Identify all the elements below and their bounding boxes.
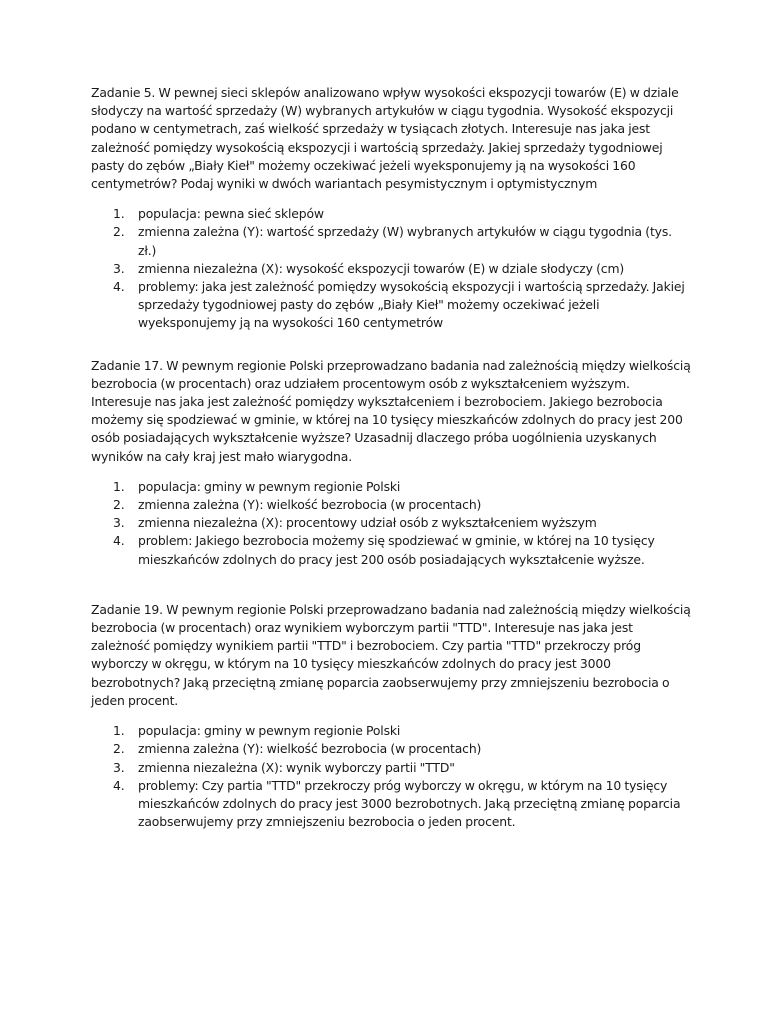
list-text: populacja: pewna sieć sklepów [138, 206, 324, 222]
list-text: problemy: Czy partia "TTD" przekroczy próg wyborczy w okręgu, w którym na 10 tysięcy mieszkańców zdolnych do pracy jest 3000 bezrobotnych. Jaką przeciętną zmianę poparcia zaobserwujemy przy zmniejszeniu bezrobocia o jeden procent. [138, 777, 681, 830]
list-number: 1. [113, 478, 125, 494]
list-text: problem: Jakiego bezrobocia możemy się spodziewać w gminie, w której na 10 tysięcy mieszkańców zdolnych do pracy jest 200 osób posiadających wykształcenie wyższe. [138, 533, 655, 567]
list-item [91, 532, 691, 568]
list-item [91, 278, 691, 333]
list-number: 4. [113, 279, 125, 295]
list-number: 4. [113, 777, 125, 793]
list-number: 2. [113, 741, 125, 757]
list-number: 3. [113, 260, 125, 276]
list-item [91, 205, 691, 223]
list-item [91, 496, 691, 514]
list-number: 1. [113, 206, 125, 222]
list-item [91, 223, 691, 259]
task-answer-list [91, 722, 691, 831]
list-text: zmienna zależna (Y): wielkość bezrobocia (w procentach) [138, 497, 482, 513]
list-item [91, 722, 691, 740]
list-number: 2. [113, 497, 125, 513]
list-item [91, 740, 691, 758]
task-5 [91, 84, 691, 333]
list-item [91, 514, 691, 532]
task-intro: Zadanie 19. W pewnym regionie Polski przeprowadzano badania nad zależnością między wielkością bezrobocia (w procentach) oraz wynikiem wyborczym partii "TTD". Interesuje nas jaka jest zależność pomiędzy wynikiem partii "TTD" i bezrobociem. Czy partia "TTD" przekroczy próg wyborczy w okręgu, w którym na 10 tysięcy mieszkańców zdolnych do pracy jest 3000 bezrobotnych? Jaką przeciętną zmianę poparcia zaobserwujemy przy zmniejszeniu bezrobocia o jeden procent. [91, 601, 691, 708]
list-text: populacja: gminy w pewnym regionie Polski [138, 478, 401, 494]
task-17 [91, 357, 691, 569]
task-answer-list [91, 478, 691, 569]
list-number: 1. [113, 723, 125, 739]
list-item [91, 759, 691, 777]
list-text: zmienna zależna (Y): wartość sprzedaży (W) wybranych artykułów w ciągu tygodnia (tys. zł.) [138, 224, 672, 258]
task-19 [91, 601, 691, 831]
list-number: 4. [113, 533, 125, 549]
list-text: zmienna niezależna (X): wysokość ekspozycji towarów (E) w dziale słodyczy (cm) [138, 260, 625, 276]
task-intro: Zadanie 5. W pewnej sieci sklepów analizowano wpływ wysokości ekspozycji towarów (E) w dziale słodyczy na wartość sprzedaży (W) wybranych artykułów w ciągu tygodnia. Wysokość ekspozycji podano w centymetrach, zaś wielkość sprzedaży w tysiącach złotych. Interesuje nas jaka jest zależność pomiędzy wysokością ekspozycji i wartością sprzedaży. Jakiej sprzedaży tygodniowej pasty do zębów „Biały Kieł" możemy oczekiwać jeżeli wyeksponujemy ją na wysokości 160 centymetrów? Podaj wyniki w dwóch wariantach pesymistycznym i optymistycznym [91, 85, 679, 192]
list-number: 3. [113, 515, 125, 531]
list-item [91, 777, 691, 832]
document-page [91, 84, 691, 831]
list-item [91, 478, 691, 496]
list-text: zmienna niezależna (X): procentowy udział osób z wykształceniem wyższym [138, 515, 597, 531]
list-text: zmienna niezależna (X): wynik wyborczy partii "TTD" [138, 759, 455, 775]
task-answer-list [91, 205, 691, 332]
list-item [91, 260, 691, 278]
list-number: 3. [113, 759, 125, 775]
list-number: 2. [113, 224, 125, 240]
task-intro: Zadanie 17. W pewnym regionie Polski przeprowadzano badania nad zależnością między wielkością bezrobocia (w procentach) oraz udziałem procentowym osób z wykształceniem wyższym. Interesuje nas jaka jest zależność pomiędzy wykształceniem i bezrobociem. Jakiego bezrobocia możemy się spodziewać w gminie, w której na 10 tysięcy mieszkańców zdolnych do pracy jest 200 osób posiadających wykształcenie wyższe? Uzasadnij dlaczego próba uogólnienia uzyskanych wyników na cały kraj jest mało wiarygodna. [91, 357, 691, 464]
list-text: populacja: gminy w pewnym regionie Polski [138, 723, 401, 739]
list-text: problemy: jaka jest zależność pomiędzy wysokością ekspozycji i wartością sprzedaży. Jakiej sprzedaży tygodniowej pasty do zębów „Biały Kieł" możemy oczekiwać jeżeli wyeksponujemy ją na wysokości 160 centymetrów [138, 279, 685, 331]
list-text: zmienna zależna (Y): wielkość bezrobocia (w procentach) [138, 741, 482, 757]
